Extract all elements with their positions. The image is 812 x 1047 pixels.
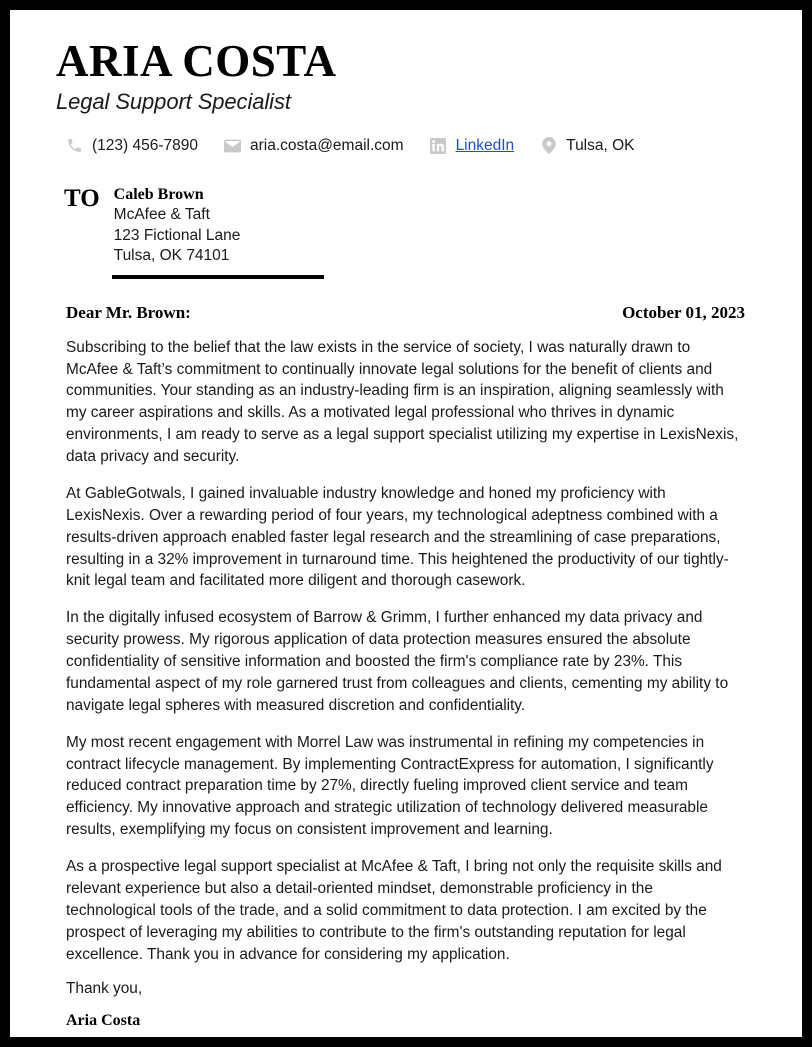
recipient-name: Caleb Brown [113, 186, 204, 204]
phone-value: (123) 456-7890 [92, 137, 198, 154]
linkedin-icon [430, 137, 447, 154]
body-paragraph: My most recent engagement with Morrel Law was instrumental in refining my competencies in contract lifecycle management. By implementing ContractExpress for automation, I significantly reduced contract preparation time by 27%, directly fueling improved client service and team efficiency. My innovative approach and strategic utilization of technology delivered measurable results, exemplifying my focus on consistent improvement and learning. [66, 733, 714, 839]
linkedin-link[interactable]: LinkedIn [455, 137, 515, 154]
recipient-address [114, 184, 241, 266]
closing-line: Thank you, [66, 980, 143, 998]
body-paragraph: Subscribing to the belief that the law exists in the service of society, I was naturally drawn to McAfee & Taft’s commitment to continually innovate legal solutions for the benefit of clients and communities. Your standing as an industry-leading firm is an inspiration, aligning seamlessly with my career aspirations and skills. As a motivated legal professional who thrives in dynamic environments, I am ready to serve as a legal support specialist utilizing my expertise in LexisNexis, data privacy and security. [66, 338, 739, 466]
contact-bar [66, 137, 750, 154]
envelope-icon [224, 137, 241, 154]
body-paragraph: As a prospective legal support specialist at McAfee & Taft, I bring not only the requisite skills and relevant experience but also a detail-oriented mindset, demonstrable proficiency in the technological tools of the trade, and a solid commitment to data protection. I am excited by the prospect of leveraging my abilities to contribute to the firm's outstanding reputation for legal excellence. Thank you in advance for considering my application. [66, 858, 722, 963]
recipient-divider [112, 275, 324, 279]
contact-linkedin[interactable] [430, 137, 515, 154]
map-pin-icon [540, 137, 557, 154]
job-headline: Legal Support Specialist [56, 89, 291, 115]
recipient-block [64, 184, 750, 266]
contact-email [224, 137, 404, 154]
salutation: Dear Mr. Brown: [66, 302, 191, 322]
recipient-street: 123 Fictional Lane [113, 226, 241, 244]
recipient-city-state-zip: Tulsa, OK 74101 [113, 247, 230, 265]
page-title: ARIA COSTA [56, 36, 337, 86]
body-paragraph: In the digitally infused ecosystem of Barrow & Grimm, I further enhanced my data privacy and security prowess. My rigorous application of data protection measures ensured the absolute confidentiality of sensitive information and boosted the firm's compliance rate by 23%. This fundamental aspect of my role garnered trust from colleagues and clients, cementing my ability to navigate legal spheres with measured discretion and confidentiality. [66, 609, 729, 714]
recipient-company: McAfee & Taft [113, 206, 210, 224]
recipient-label: TO [64, 185, 100, 213]
phone-icon [66, 137, 83, 154]
letter-sheet [10, 10, 802, 1037]
contact-phone [66, 137, 198, 154]
email-value: aria.costa@email.com [250, 137, 404, 154]
contact-location [540, 137, 634, 154]
letter-date: October 01, 2023 [622, 302, 745, 322]
location-value: Tulsa, OK [566, 137, 635, 154]
signature-name: Aria Costa [66, 1012, 141, 1030]
salutation-row [66, 303, 750, 323]
letter-body [66, 337, 750, 966]
body-paragraph: At GableGotwals, I gained invaluable industry knowledge and honed my proficiency with LexisNexis. Over a rewarding period of four years, my technological adeptness combined with a results-driven approach enabled faster legal research and the streamlining of case preparations, resulting in a 32% improvement in turnaround time. This heightened the productivity of our tightly-knit legal team and facilitated more diligent and thorough casework. [66, 484, 729, 590]
